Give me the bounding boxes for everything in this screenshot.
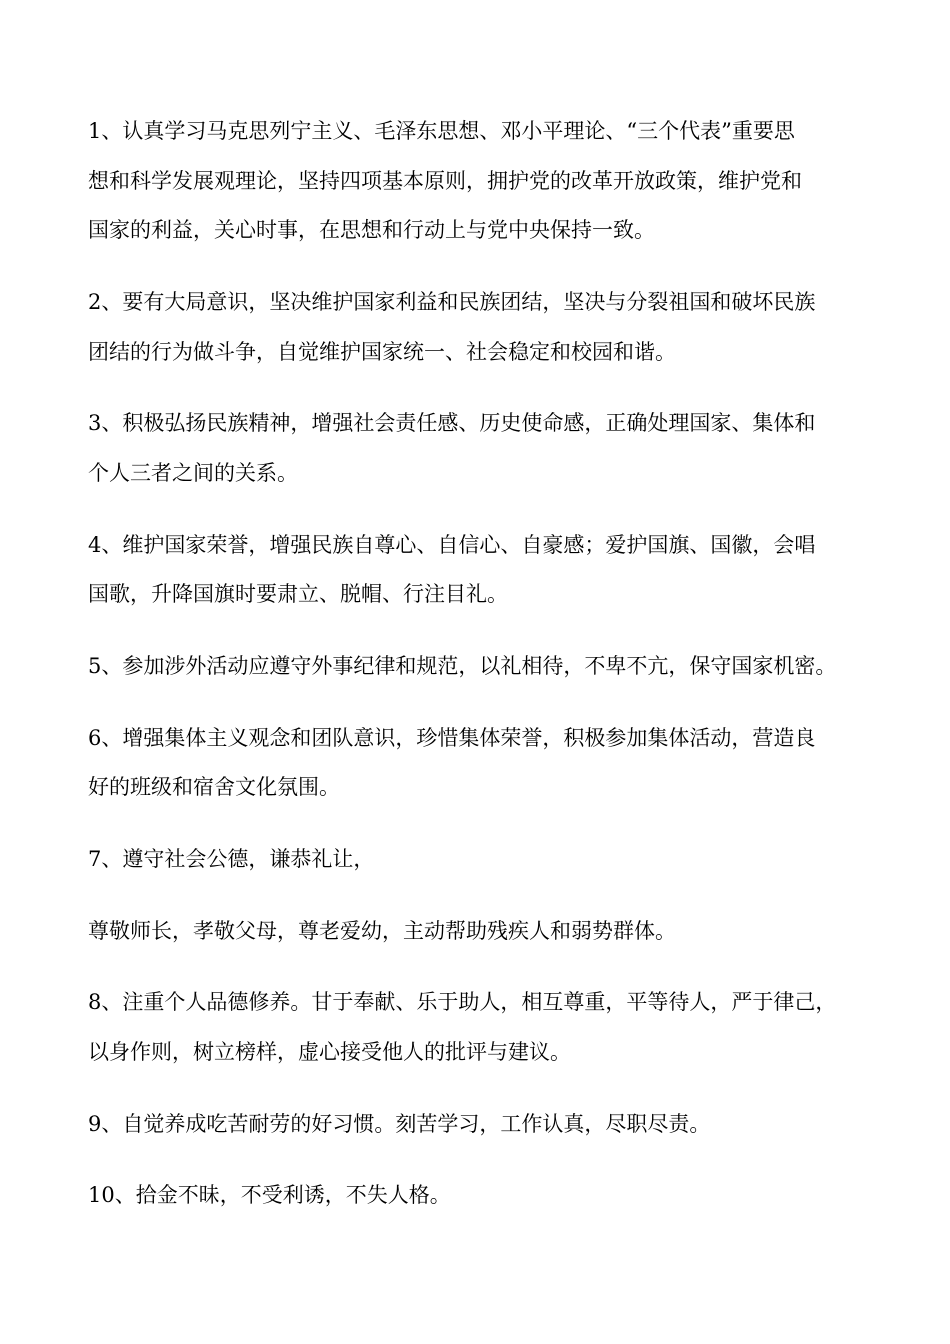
paragraph-3-line-1: 3、积极弘扬民族精神，增强社会责任感、历史使命感，正确处理国家、集体和: [88, 411, 816, 435]
paragraph-3-line-2: 个人三者之间的关系。: [88, 461, 298, 485]
paragraph-6-line-1: 6、增强集体主义观念和团队意识，珍惜集体荣誉，积极参加集体活动，营造良: [88, 726, 816, 750]
paragraph-5-line-1: 5、参加涉外活动应遵守外事纪律和规范，以礼相待，不卑不亢，保守国家机密。: [88, 654, 837, 678]
paragraph-2-line-1: 2、要有大局意识，坚决维护国家利益和民族团结，坚决与分裂祖国和破坏民族: [88, 290, 816, 314]
paragraph-6-line-2: 好的班级和宿舍文化氛围。: [88, 775, 340, 799]
paragraph-8-line-2: 以身作则，树立榜样，虚心接受他人的批评与建议。: [88, 1040, 571, 1064]
paragraph-1-line-1: 1、认真学习马克思列宁主义、毛泽东思想、邓小平理论、“三个代表”重要思: [88, 119, 795, 143]
paragraph-1-line-2: 想和科学发展观理论，坚持四项基本原则，拥护党的改革开放政策，维护党和: [88, 169, 802, 193]
paragraph-7b-line-1: 尊敬师长，孝敬父母，尊老爱幼，主动帮助残疾人和弱势群体。: [88, 919, 676, 943]
paragraph-7-line-1: 7、遵守社会公德，谦恭礼让，: [88, 847, 375, 871]
paragraph-8-line-1: 8、注重个人品德修养。甘于奉献、乐于助人，相互尊重，平等待人，严于律己，: [88, 990, 837, 1014]
paragraph-2-line-2: 团结的行为做斗争，自觉维护国家统一、社会稳定和校园和谐。: [88, 340, 676, 364]
paragraph-1-line-3: 国家的利益，关心时事，在思想和行动上与党中央保持一致。: [88, 218, 655, 242]
paragraph-10-line-1: 10、拾金不昧，不受利诱，不失人格。: [88, 1183, 451, 1207]
paragraph-4-line-2: 国歌，升降国旗时要肃立、脱帽、行注目礼。: [88, 582, 508, 606]
paragraph-4-line-1: 4、维护国家荣誉，增强民族自尊心、自信心、自豪感；爱护国旗、国徽，会唱: [88, 533, 816, 557]
paragraph-9-line-1: 9、自觉养成吃苦耐劳的好习惯。刻苦学习，工作认真，尽职尽责。: [88, 1112, 711, 1136]
